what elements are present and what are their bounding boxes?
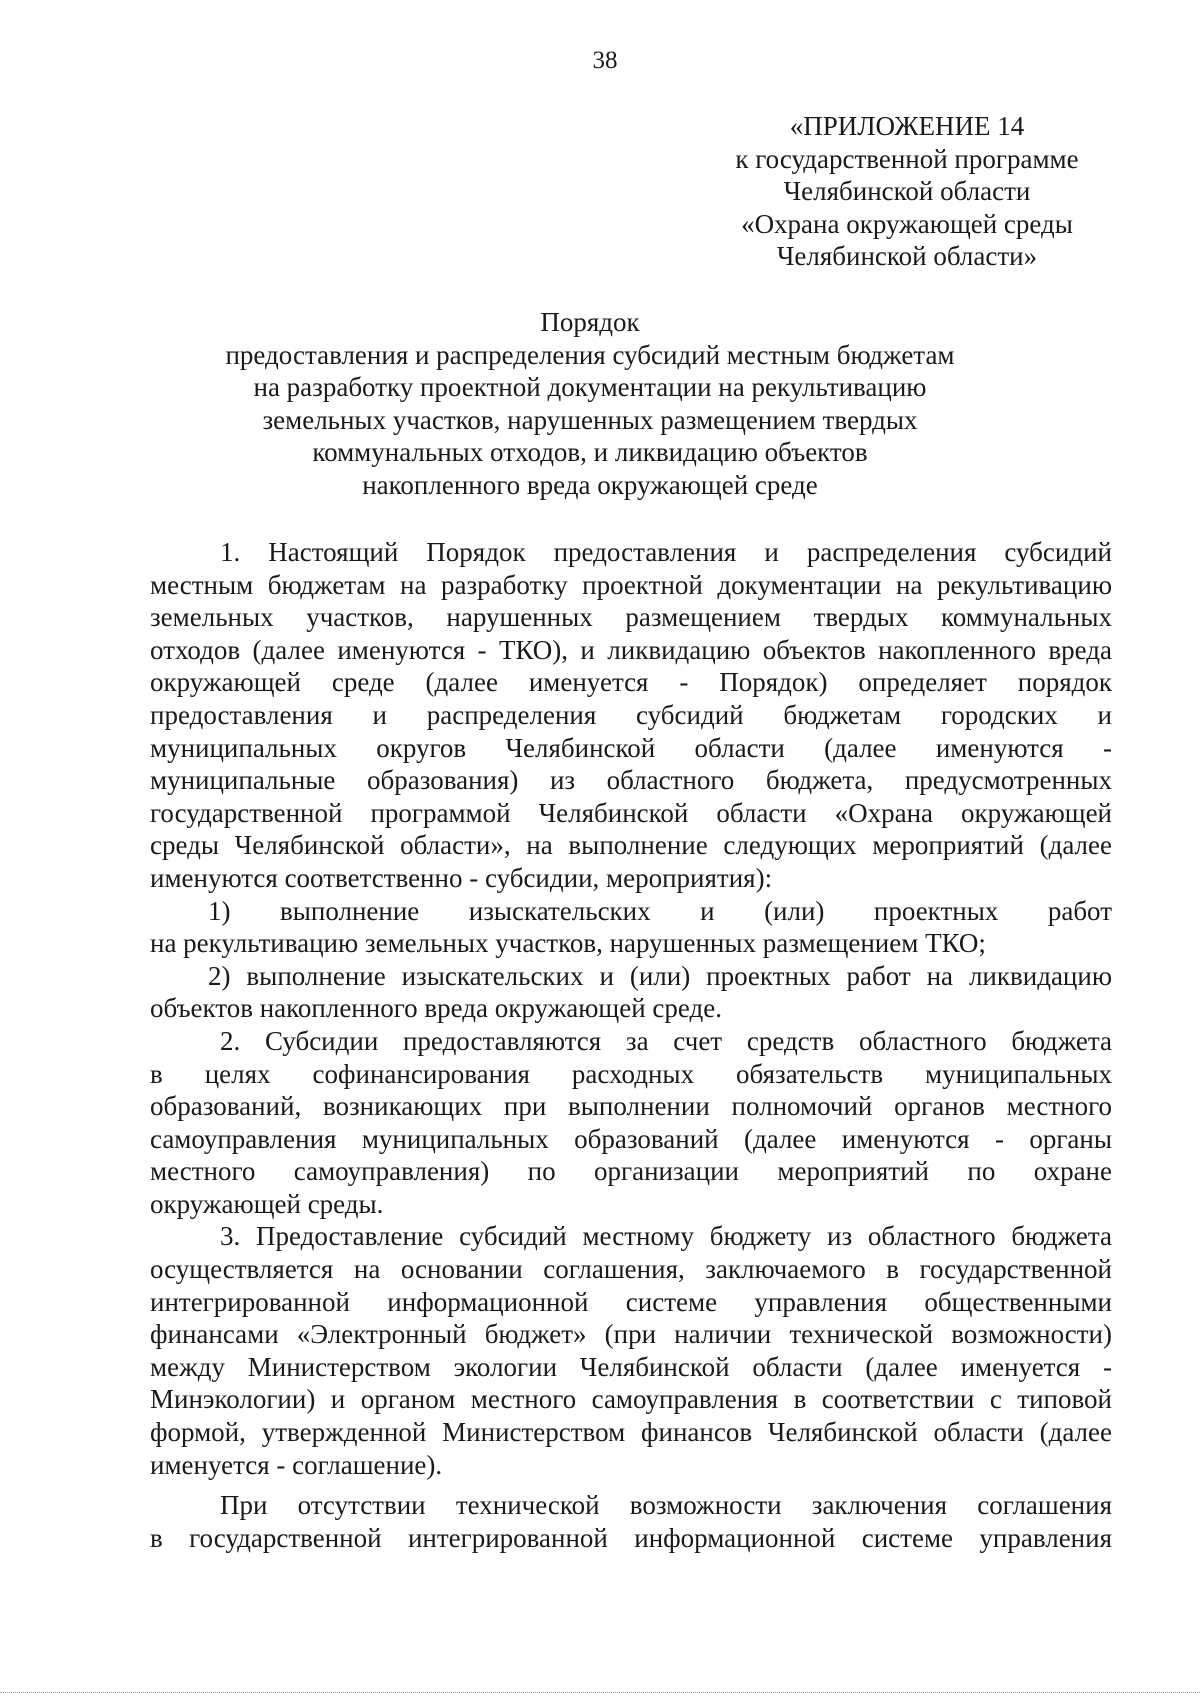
title-line: накопленного вреда окружающей среде	[362, 469, 818, 500]
title-line: земельных участков, нарушенных размещением твердых	[262, 404, 918, 435]
paragraph-1	[150, 536, 1112, 895]
text-line: местного самоуправления) по организации мероприятий по охране	[150, 1156, 1112, 1187]
text-line: 2. Субсидии предоставляются за счет средств областного бюджета	[220, 1025, 1112, 1056]
text-line: между Министерством экологии Челябинской области (далее именуется -	[150, 1351, 1112, 1382]
page-number: 38	[592, 47, 618, 74]
text-line: отходов (далее именуются - ТКО), и ликвидацию объектов накопленного вреда	[150, 634, 1112, 665]
document-title	[150, 306, 1030, 501]
text-line: формой, утвержденной Министерством финансов Челябинской области (далее	[150, 1417, 1112, 1448]
appendix-line: «Охрана окружающей среды	[741, 208, 1073, 239]
paragraph-2	[150, 1025, 1112, 1221]
document-body	[150, 536, 1112, 1554]
text-line: 3. Предоставление субсидий местному бюджету из областного бюджета	[220, 1221, 1112, 1252]
text-line: муниципальные образования) из областного бюджета, предусмотренных	[150, 765, 1112, 796]
text-line: образований, возникающих при выполнении полномочий органов местного	[150, 1091, 1112, 1122]
paragraph-4	[150, 1489, 1112, 1554]
text-line: в целях софинансирования расходных обязательств муниципальных	[150, 1058, 1112, 1089]
appendix-line: Челябинской области»	[776, 241, 1038, 271]
page-bottom-edge	[0, 1692, 1200, 1693]
text-line: самоуправления муниципальных образований (далее именуются - органы	[150, 1123, 1112, 1154]
text-line: При отсутствии технической возможности заключения соглашения	[220, 1490, 1112, 1521]
appendix-header	[706, 110, 1108, 273]
text-line: интегрированной информационной системе управления общественными	[150, 1286, 1112, 1317]
title-line: Порядок	[540, 307, 640, 337]
text-line: муниципальных округов Челябинской области (далее именуются -	[150, 732, 1112, 763]
text-line: предоставления и распределения субсидий бюджетам городских и	[150, 699, 1112, 730]
appendix-line: «ПРИЛОЖЕНИЕ 14	[789, 111, 1025, 141]
text-line: именуются соответственно - субсидии, мероприятия):	[150, 862, 773, 893]
text-line: 2) выполнение изыскательских и (или) проектных работ на ликвидацию	[208, 960, 1112, 991]
title-line: коммунальных отходов, и ликвидацию объектов	[312, 437, 868, 467]
text-line: объектов накопленного вреда окружающей среде.	[150, 993, 722, 1024]
title-line: предоставления и распределения субсидий местным бюджетам	[225, 339, 955, 370]
text-line: в государственной интегрированной информационной системе управления	[150, 1522, 1112, 1553]
text-line: осуществляется на основании соглашения, заключаемого в государственной	[150, 1254, 1112, 1285]
text-line: окружающей среды.	[150, 1188, 384, 1219]
text-line: среды Челябинской области», на выполнение следующих мероприятий (далее	[150, 830, 1112, 861]
text-line: Минэкологии) и органом местного самоуправления в соответствии с типовой	[150, 1384, 1112, 1415]
text-line: 1) выполнение изыскательских и (или) проектных работ	[208, 895, 1112, 926]
text-line: на рекультивацию земельных участков, нарушенных размещением ТКО;	[150, 928, 986, 959]
title-line: на разработку проектной документации на рекультивацию	[253, 372, 927, 402]
text-line: земельных участков, нарушенных размещением твердых коммунальных	[150, 602, 1112, 633]
appendix-line: Челябинской области	[783, 176, 1031, 206]
list-item-2	[150, 960, 1112, 1025]
text-line: финансами «Электронный бюджет» (при наличии технической возможности)	[150, 1319, 1112, 1350]
text-line: именуется - соглашение).	[150, 1449, 443, 1480]
text-line: окружающей среде (далее именуется - Порядок) определяет порядок	[150, 667, 1112, 698]
text-line: государственной программой Челябинской области «Охрана окружающей	[150, 797, 1112, 828]
text-line: местным бюджетам на разработку проектной документации на рекультивацию	[150, 569, 1112, 600]
list-item-1	[150, 895, 1112, 960]
text-line: 1. Настоящий Порядок предоставления и распределения субсидий	[220, 537, 1112, 567]
paragraph-3	[150, 1220, 1112, 1481]
appendix-line: к государственной программе	[735, 143, 1079, 174]
